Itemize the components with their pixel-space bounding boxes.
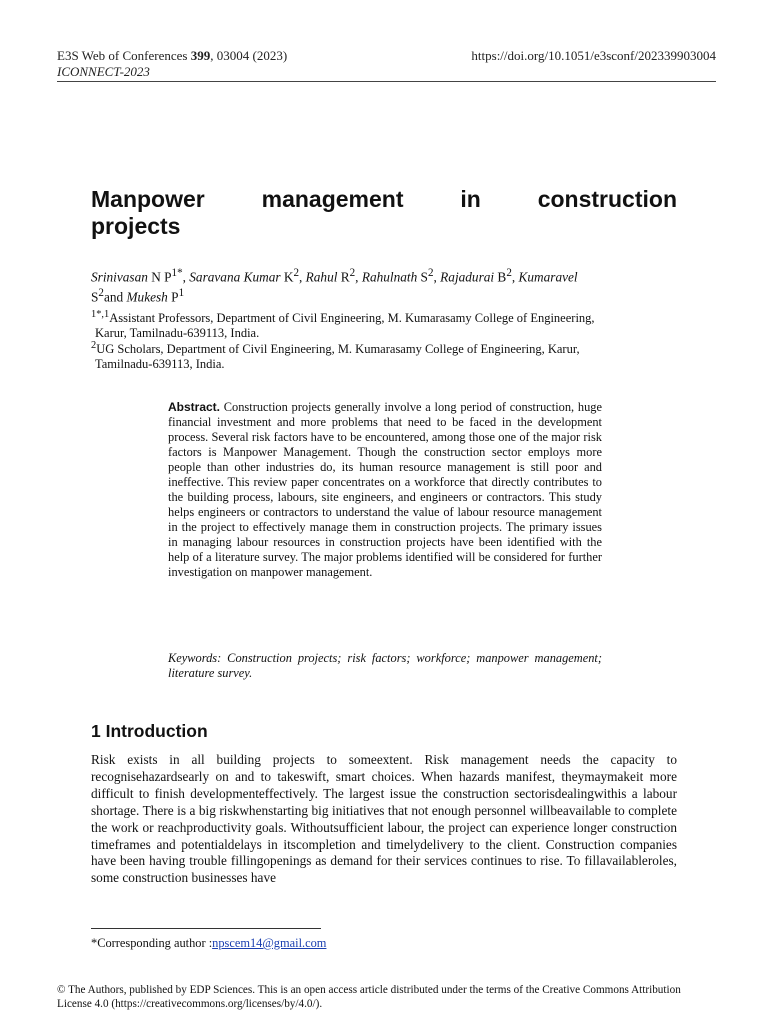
abstract xyxy=(168,400,602,580)
title-line-2: projects xyxy=(91,213,181,239)
section-heading: 1 Introduction xyxy=(91,721,208,741)
keywords: Keywords: Construction projects; risk factors; workforce; manpower management; literature survey. xyxy=(168,651,602,680)
journal-citation: E3S Web of Conferences 399, 03004 (2023) xyxy=(57,48,288,63)
email-link[interactable]: npscem14@gmail.com xyxy=(212,936,327,950)
abstract-label: Abstract. xyxy=(168,400,221,414)
header-rule xyxy=(57,81,716,82)
footnote-rule xyxy=(91,928,321,929)
abstract-text: Construction projects generally involve a long period of construction, huge financial investment and more problems that need to be faced in the development process. Several risk factors have to be encountered, among those one of the major risk factors is Manpower Management. Though the construction sector employs more people than other industries do, its human resource management is still poor and ineffective. This review paper concentrates on a workforce that directly contributes to the building process, labours, site engineers, and engineers or contractors. This study helps engineers or contractors to understand the value of labour resource management in the project to effectively manage them in construction projects. The primary issues in managing labour resources in construction projects have been identified with the help of a literature survey. The major problems identified will be considered for further investigation on manpower management. xyxy=(168,400,602,579)
corresponding-author-footnote: *Corresponding author :npscem14@gmail.com xyxy=(91,936,327,950)
introduction-text: Risk exists in all building projects to someextent. Risk management needs the capacity to recognisehazardsearly on and to takeswift, smart choices. When hazards manifest, theymaymakeit more difficult to finish developmenteffectively. The largest issue the construction sectorisdealingwithis a labour shortage. There is a big riskwhenstarting big initiatives that not enough personnel willbeavailable to complete the work or reachproductivity goals. Withoutsufficient labour, the project can experience longer construction timeframes and potentialdelays in itscompletion and timelydelivery to the client. Construction companies have been having trouble fillingopenings as demand for their services continues to rise. To fillavailableroles, some construction businesses have xyxy=(91,752,677,886)
volume-number: 399 xyxy=(190,48,211,63)
paper-title xyxy=(91,186,677,240)
author-list: Srinivasan N $P^{1*}$, Saravana Kumar $K^2$, Rahul $R^2$, Rahulnath $S^2$, Rajadurai $B^2$, Kumaravel $S^2and$ Mukesh $P^1$ xyxy=(91,267,578,305)
doi-link[interactable]: https://doi.org/10.1051/e3sconf/202339903004 xyxy=(471,48,716,63)
title-line-1: Manpower management in construction xyxy=(91,186,677,212)
conference-name: ICONNECT-2023 xyxy=(57,64,150,79)
affiliation-2: $^2$UG Scholars, Department of Civil Engineering, M. Kumarasamy College of Engineering, Karur, Tamilnadu-639113, India. xyxy=(91,340,580,372)
copyright-notice: © The Authors, published by EDP Sciences. This is an open access article distributed under the terms of the Creative Commons Attribution License 4.0 (https://creativecommons.org/licenses/by/4.0/). xyxy=(57,984,681,1010)
affiliation-1: $^{1*,1}$Assistant Professors, Department of Civil Engineering, M. Kumarasamy College of Engineering, Karur, Tamilnadu-639113, India. xyxy=(91,309,595,341)
